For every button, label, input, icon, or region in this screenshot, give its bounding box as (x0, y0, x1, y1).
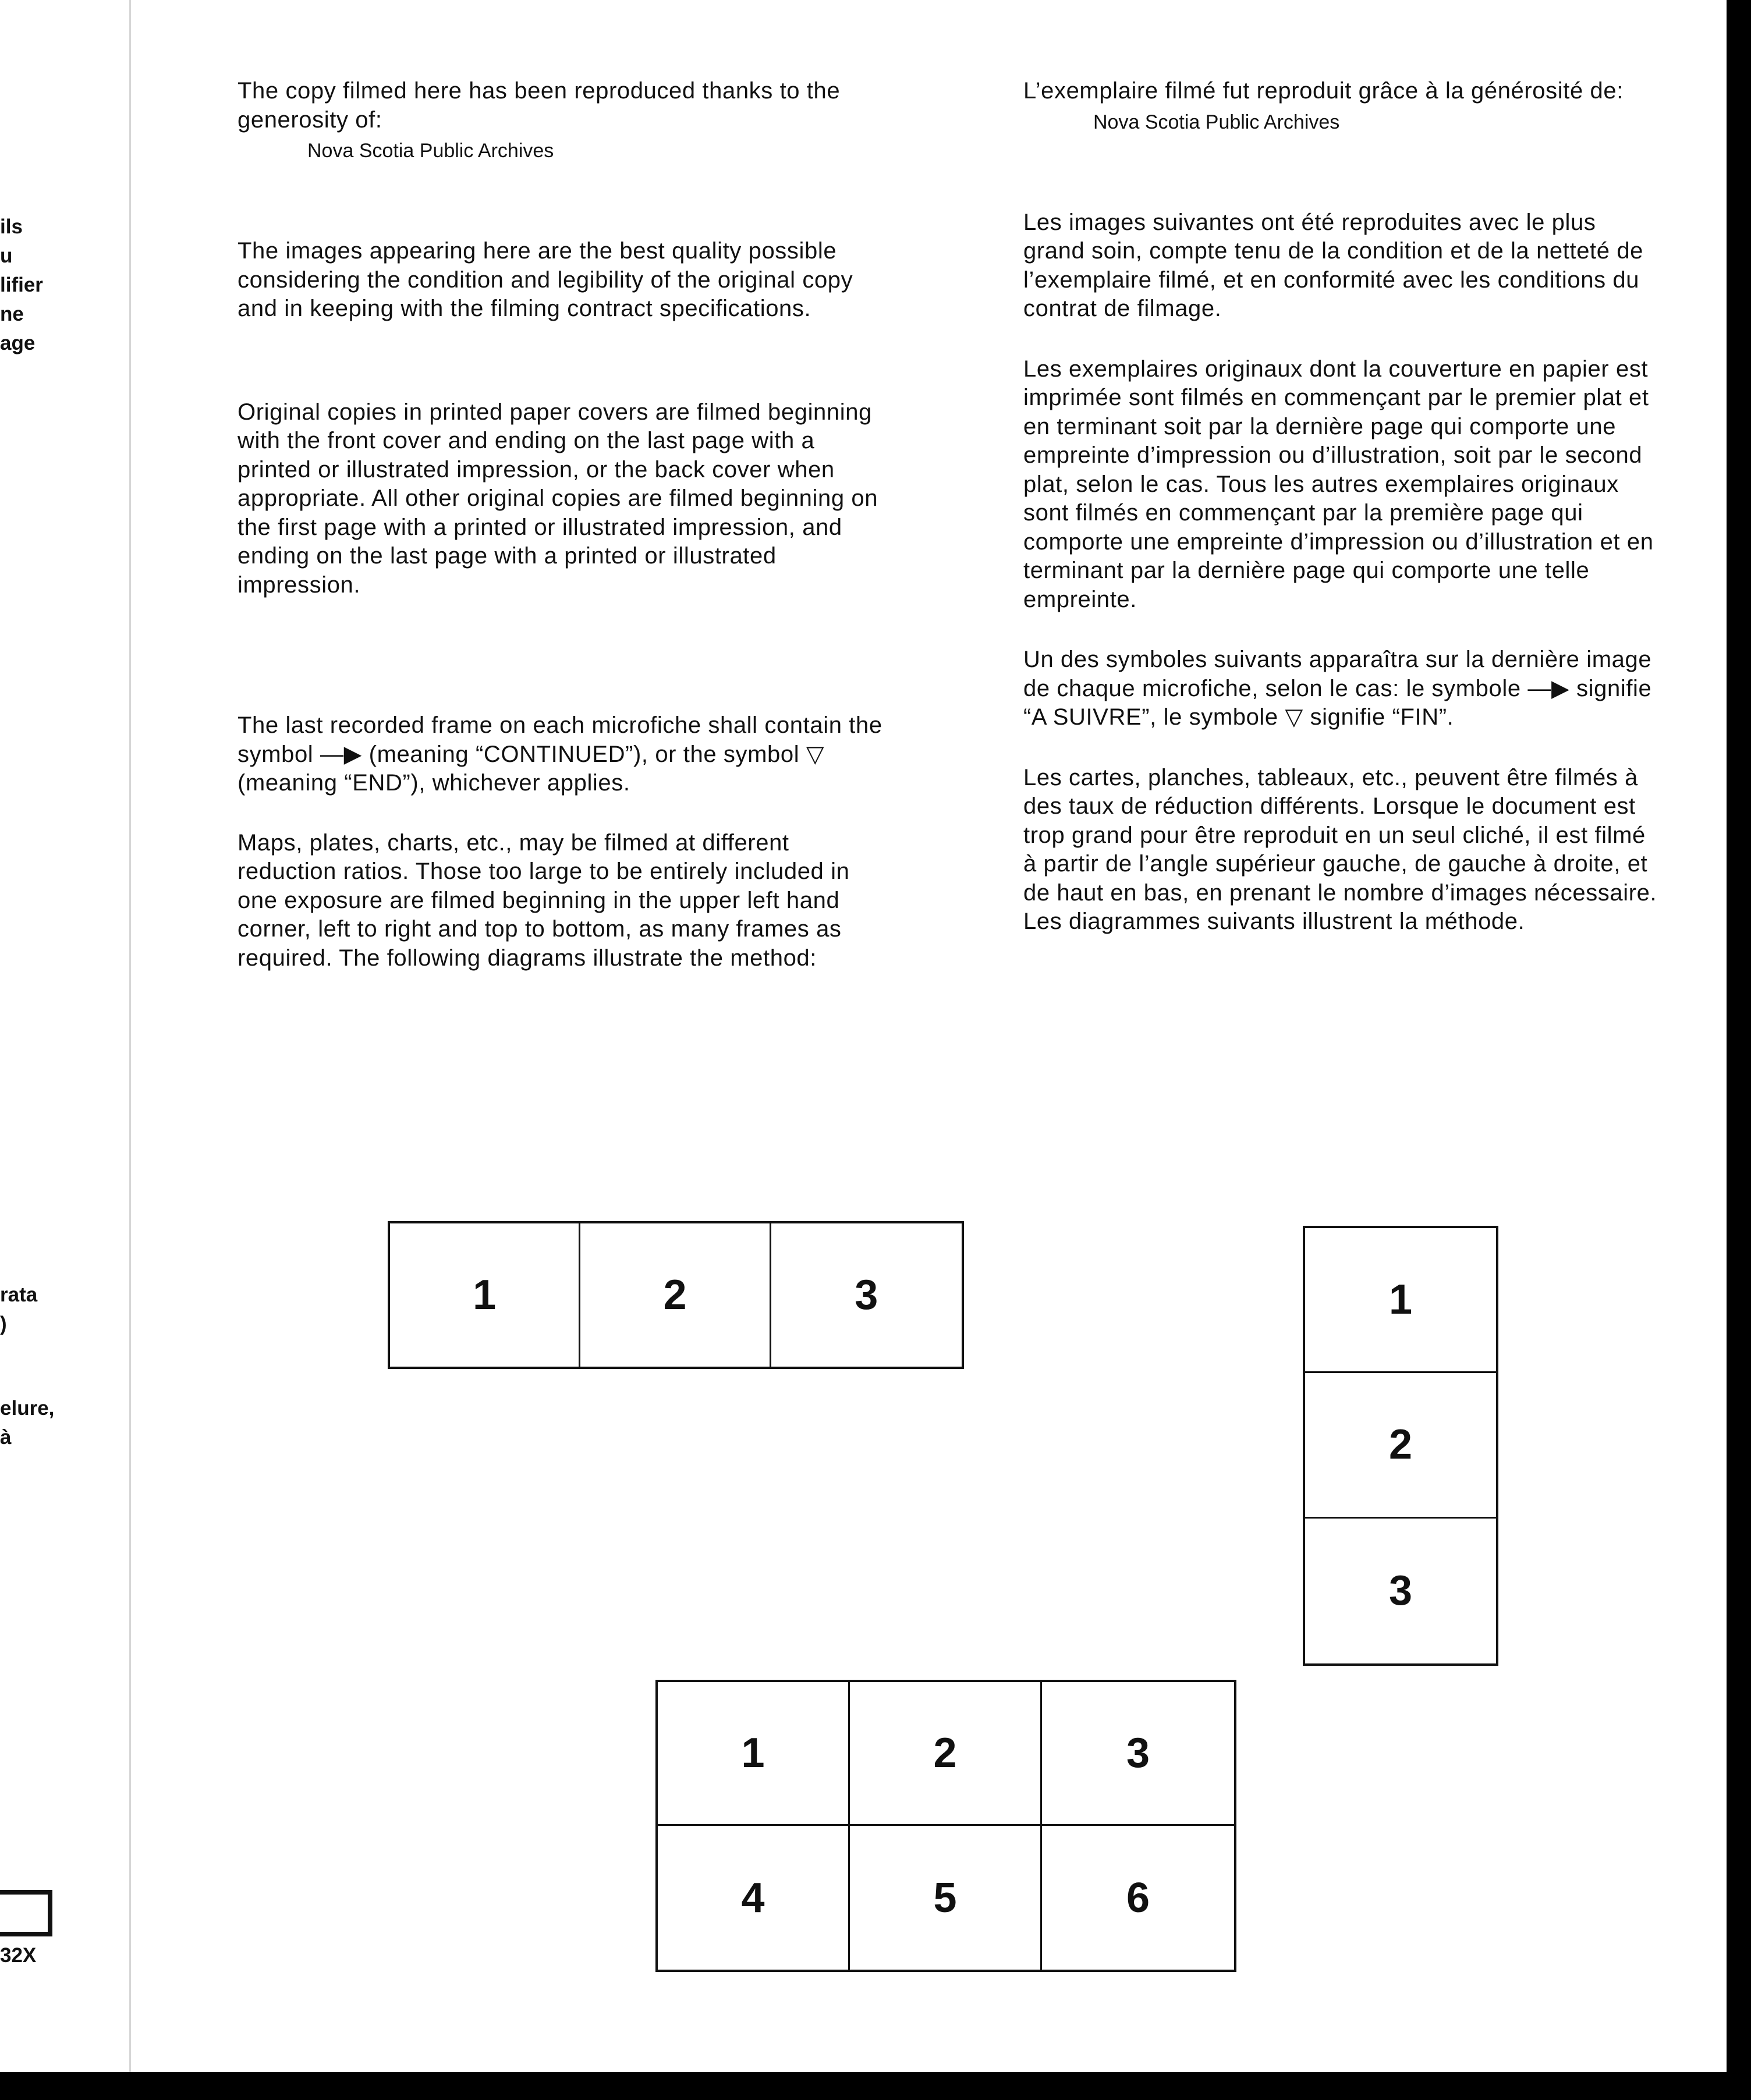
covers-paragraph: Les exemplaires originaux dont la couverture en papier est imprimée sont filmés en commençant par le premier plat et en terminant soit par la dernière page qui comporte une empreinte d’impression ou d’illustration, soit par le second plat, selon le cas. Tous les autres exemplaires originaux sont filmés en commençant par la première page qui comporte une empreinte d’impression ou d’illustration et en terminant par la dernière page qui comporte une telle empreinte. (1023, 356, 1654, 612)
edge-fragment: u (0, 244, 13, 267)
maps-paragraph: Maps, plates, charts, etc., may be filmed at different reduction ratios. Those too large to be entirely included in one exposure are filmed beginning in the upper left hand corner, left to right and top to bottom, as many frames as required. The following diagrams illustrate the method: (238, 829, 850, 971)
edge-fragment: age (0, 332, 36, 354)
french-column (1023, 77, 1658, 937)
edge-fragment: ils (0, 215, 23, 238)
archive-credit: Nova Scotia Public Archives (1093, 111, 1340, 133)
scan-edge-right (1727, 0, 1751, 2100)
page-fold-line (129, 0, 131, 2072)
horizontal-frame-diagram (388, 1221, 964, 1369)
edge-fragment: ne (0, 303, 24, 325)
frame-cell: 3 (1388, 1567, 1413, 1615)
frame-cell: 4 (658, 1826, 850, 1970)
frame-cell: 1 (390, 1223, 580, 1367)
edge-fragment: à (0, 1426, 12, 1449)
frame-cell: 3 (855, 1272, 878, 1318)
edge-fragment: elure, (0, 1397, 55, 1420)
frame-cell: 1 (1305, 1228, 1496, 1373)
frame-cell: 2 (1305, 1373, 1496, 1518)
frame-cell: 2 (850, 1682, 1042, 1826)
frame-cell: 6 (1126, 1874, 1150, 1921)
scan-edge-bottom (0, 2072, 1751, 2100)
quality-paragraph: Les images suivantes ont été reproduites avec le plus grand soin, compte tenu de la condition et de la netteté de l’exemplaire filmé, et en conformité avec les conditions du contrat de filmage. (1023, 209, 1644, 321)
edge-fragment: lifier (0, 274, 43, 296)
symbols-paragraph: Un des symboles suivants apparaîtra sur la dernière image de chaque microfiche, selon le cas: le symbole —▶ signifie “A SUIVRE”, le symbole ▽ signifie “FIN”. (1023, 647, 1652, 730)
symbols-paragraph: The last recorded frame on each microfiche shall contain the symbol —▶ (meaning “CONTINUED”), or the symbol ▽ (meaning “END”), whichever applies. (238, 712, 882, 796)
frame-cell: 2 (580, 1223, 771, 1367)
edge-fragment: rata (0, 1283, 38, 1306)
quality-paragraph: The images appearing here are the best quality possible considering the condition and legibility of the original copy and in keeping with the filming contract specifications. (238, 238, 853, 321)
maps-paragraph: Les cartes, planches, tableaux, etc., peuvent être filmés à des taux de réduction différents. Lorsque le document est trop grand pour être reproduit en un seul cliché, il est filmé à partir de l’angle supérieur gauche, de gauche à droite, et de haut en bas, en prenant le nombre d’images nécessaire. Les diagrammes suivants illustrent la méthode. (1023, 764, 1657, 934)
edge-fragment: ) (0, 1312, 7, 1335)
archive-credit: Nova Scotia Public Archives (307, 140, 554, 162)
covers-paragraph: Original copies in printed paper covers are filmed beginning with the front cover and ending on the last page with a printed or illustrated impression, or the back cover when appropriate. All other original copies are filmed beginning on the first page with a printed or illustrated impression, and ending on the last page with a printed or illustrated impression. (238, 399, 878, 598)
frame-cell: 3 (1042, 1682, 1234, 1826)
reduction-box-fragment (0, 1890, 52, 1936)
intro-text: The copy filmed here has been reproduced thanks to the generosity of: (238, 78, 841, 133)
frame-cell: 5 (850, 1826, 1042, 1970)
frame-cell: 1 (658, 1682, 850, 1826)
vertical-frame-diagram (1303, 1226, 1498, 1666)
intro-text: L’exemplaire filmé fut reproduit grâce à la générosité de: (1023, 78, 1624, 104)
edge-fragment: 32X (0, 1944, 37, 1967)
english-column (238, 77, 889, 973)
grid-frame-diagram (655, 1680, 1236, 1972)
